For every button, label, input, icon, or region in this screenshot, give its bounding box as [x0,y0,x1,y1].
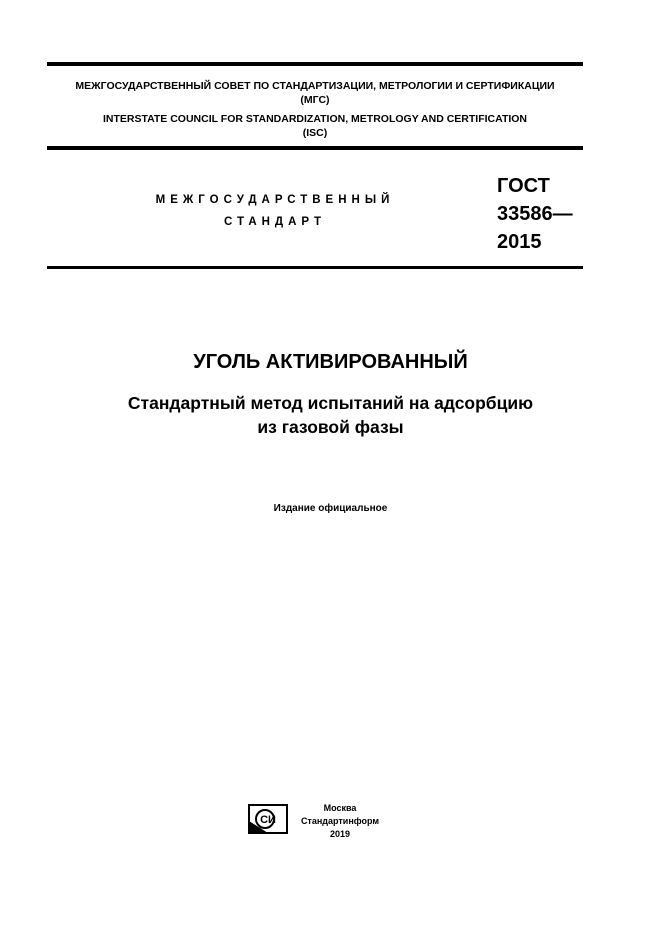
standard-kind-line2: СТАНДАРТ [224,216,326,228]
council-en-line2: (ISC) [302,127,328,139]
top-rule [47,62,583,66]
document-subtitle [0,391,661,439]
gost-label: ГОСТ [497,175,550,197]
document-subtitle-line2: из газовой фазы [257,417,404,437]
council-en [47,112,583,140]
council-ru-line2: (МГС) [300,94,330,106]
standard-kind-line1: МЕЖГОСУДАРСТВЕННЫЙ [155,194,395,206]
logo-text: СИ [260,814,276,826]
lower-rule [47,266,583,269]
standard-kind [150,189,400,233]
document-subtitle-line1: Стандартный метод испытаний на адсорбцию [127,393,534,413]
middle-rule [47,146,583,150]
gost-number: 33586— [497,203,573,225]
document-title: УГОЛЬ АКТИВИРОВАННЫЙ [193,351,468,373]
council-en-line1: INTERSTATE COUNCIL FOR STANDARDIZATION, METROLOGY AND CERTIFICATION [102,113,528,125]
gost-designation [497,172,573,256]
imprint-publisher: Стандартинформ [300,816,380,826]
imprint-year: 2019 [329,829,351,839]
gost-year: 2015 [497,231,542,253]
imprint [300,802,380,841]
imprint-city: Москва [323,803,357,813]
standartinform-logo-icon [248,804,288,834]
council-ru-line1: МЕЖГОСУДАРСТВЕННЫЙ СОВЕТ ПО СТАНДАРТИЗАЦИИ, МЕТРОЛОГИИ И СЕРТИФИКАЦИИ [75,80,555,92]
council-ru [47,79,583,107]
edition-note: Издание официальное [273,503,388,514]
